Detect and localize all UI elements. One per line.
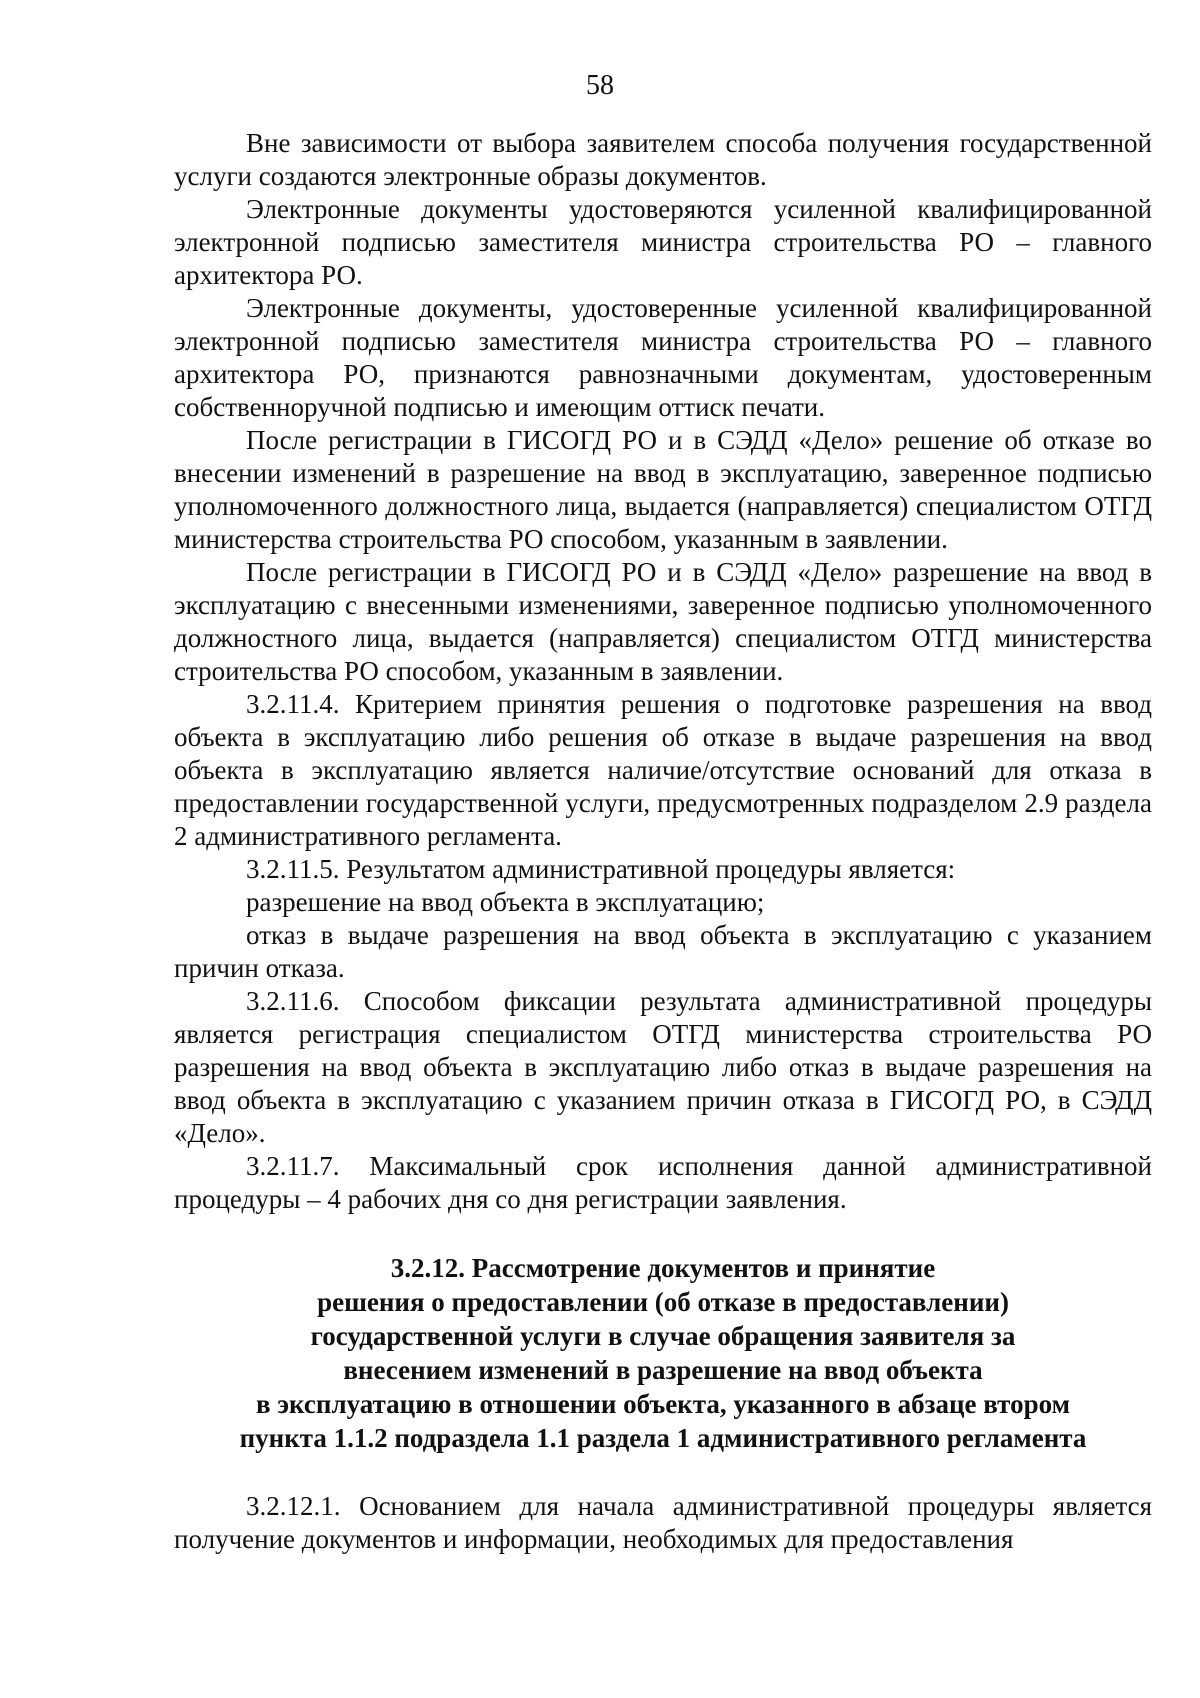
document-body: [174, 127, 1152, 1556]
page-number: 58: [586, 70, 614, 101]
paragraph: После регистрации в ГИСОГД РО и в СЭДД «Дело» решение об отказе во внесении изменений в разрешение на ввод в эксплуатацию, заверенное подписью уполномоченного должностного лица, выдается (направляется) специалистом ОТГД министерства строительства РО способом, указанным в заявлении.: [174, 425, 1152, 554]
paragraph: 3.2.11.7. Максимальный срок исполнения данной административной процедуры – 4 рабочих дня со дня регистрации заявления.: [174, 1151, 1152, 1214]
paragraph: 3.2.12.1. Основанием для начала административной процедуры является получение документов и информации, необходимых для предоставления: [174, 1491, 1152, 1554]
paragraph: 3.2.11.4. Критерием принятия решения о подготовке разрешения на ввод объекта в эксплуатацию либо решения об отказе в выдаче разрешения на ввод объекта в эксплуатацию является наличие/отсутствие оснований для отказа в предоставлении государственной услуги, предусмотренных подразделом 2.9 раздела 2 административного регламента.: [174, 689, 1152, 851]
paragraph: Электронные документы удостоверяются усиленной квалифицированной электронной подписью заместителя министра строительства РО – главного архитектора РО.: [174, 194, 1152, 290]
paragraph: 3.2.11.6. Способом фиксации результата административной процедуры является регистрация специалистом ОТГД министерства строительства РО разрешения на ввод объекта в эксплуатацию либо отказ в выдаче разрешения на ввод объекта в эксплуатацию с указанием причин отказа в ГИСОГД РО, в СЭДД «Дело».: [174, 986, 1152, 1148]
heading-line: решения о предоставлении (об отказе в предоставлении): [317, 1287, 1009, 1317]
paragraph: Электронные документы, удостоверенные усиленной квалифицированной электронной подписью заместителя министра строительства РО – главного архитектора РО, признаются равнозначными документам, удостоверенным собственноручной подписью и имеющим оттиск печати.: [174, 293, 1152, 422]
section-heading: [174, 1251, 1152, 1455]
paragraph: 3.2.11.5. Результатом административной процедуры является:: [246, 854, 956, 884]
heading-line: в эксплуатацию в отношении объекта, указанного в абзаце втором: [256, 1389, 1070, 1419]
heading-line: внесением изменений в разрешение на ввод объекта: [343, 1355, 983, 1385]
heading-line: государственной услуги в случае обращения заявителя за: [310, 1321, 1016, 1351]
heading-line: пункта 1.1.2 подраздела 1.1 раздела 1 административного регламента: [239, 1423, 1087, 1453]
paragraph: После регистрации в ГИСОГД РО и в СЭДД «Дело» разрешение на ввод в эксплуатацию с внесенными изменениями, заверенное подписью уполномоченного должностного лица, выдается (направляется) специалистом ОТГД министерства строительства РО способом, указанным в заявлении.: [174, 557, 1152, 686]
paragraph: разрешение на ввод объекта в эксплуатацию;: [246, 887, 765, 917]
paragraph: отказ в выдаче разрешения на ввод объекта в эксплуатацию с указанием причин отказа.: [174, 920, 1152, 983]
paragraph: Вне зависимости от выбора заявителем способа получения государственной услуги создаются электронные образы документов.: [174, 128, 1152, 191]
heading-line: 3.2.12. Рассмотрение документов и принятие: [390, 1253, 936, 1283]
